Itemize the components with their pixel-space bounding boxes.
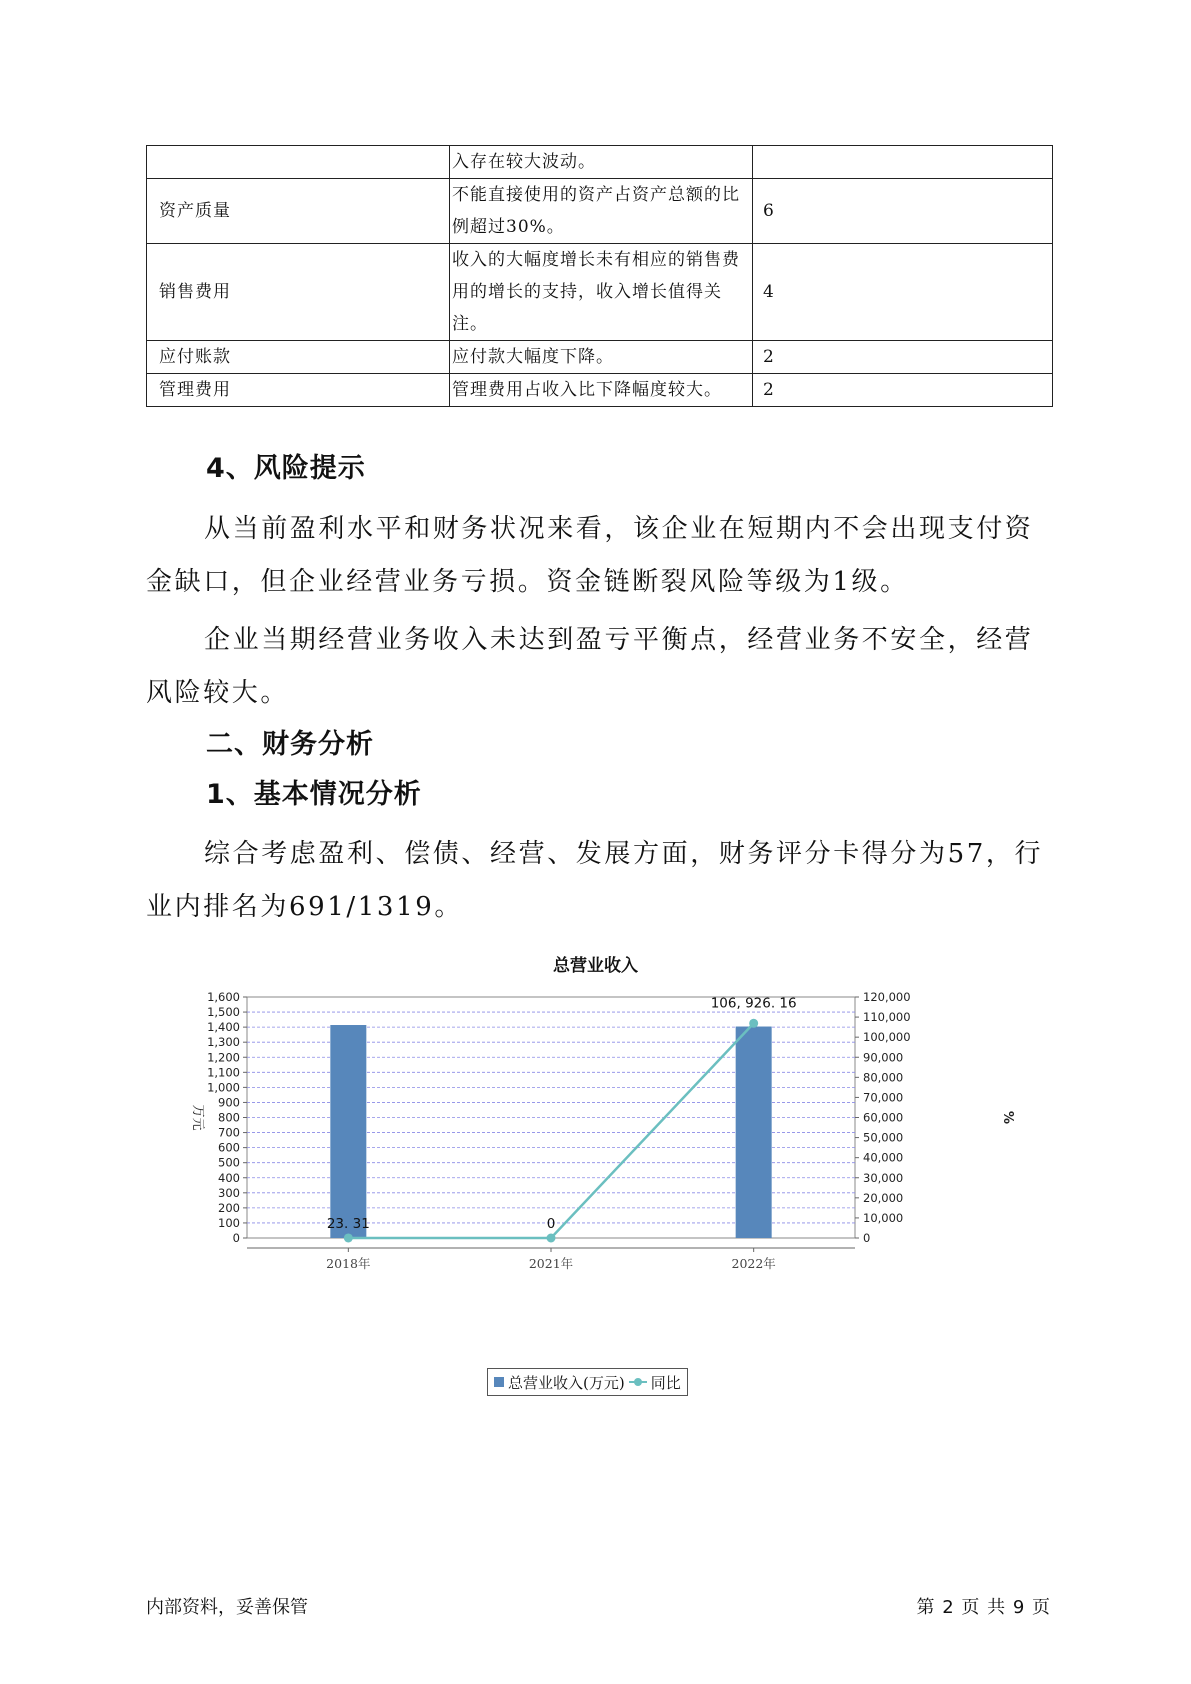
risk-paragraph-2 (146, 614, 1052, 720)
footer-note: 内部资料，妥善保管 (146, 1597, 308, 1618)
y-tick-label: 1,000 (207, 1080, 240, 1095)
chart-title: 总营业收入 (553, 956, 638, 976)
y2-tick-label: 0 (863, 1231, 871, 1245)
line-point (547, 1234, 556, 1243)
y-tick-label: 400 (218, 1170, 240, 1185)
table-cell-score: 2 (753, 374, 1053, 407)
table-cell-desc: 收入的大幅度增长未有相应的销售费用的增长的支持，收入增长值得关注。 (450, 244, 753, 341)
table-row (147, 374, 1053, 407)
y-tick-label: 200 (218, 1200, 240, 1215)
y2-tick-label: 30,000 (863, 1170, 904, 1185)
y2-tick-label: 70,000 (863, 1090, 904, 1105)
y-tick-label: 800 (218, 1110, 240, 1125)
y-tick-label: 100 (218, 1215, 240, 1230)
legend-bar-swatch (494, 1377, 504, 1387)
page-number: 第 2 页 共 9 页 (916, 1597, 1051, 1618)
table-cell-item: 销售费用 (147, 244, 450, 341)
table-row (147, 244, 1053, 341)
revenue-chart (180, 985, 1040, 1370)
table-cell-score: 4 (753, 244, 1053, 341)
table-row (147, 341, 1053, 374)
y-tick-label: 300 (218, 1185, 240, 1200)
y-tick-label: 1,500 (207, 1005, 240, 1020)
data-label: 0 (546, 1216, 556, 1232)
data-label: 106, 926. 16 (710, 995, 797, 1012)
y2-tick-label: 50,000 (863, 1130, 904, 1145)
y2-tick-label: 60,000 (863, 1110, 904, 1125)
y2-tick-label: 100,000 (863, 1030, 911, 1045)
table-cell-desc: 应付款大幅度下降。 (450, 341, 753, 374)
table-row (147, 146, 1053, 179)
y-tick-label: 900 (218, 1095, 240, 1110)
y-tick-label: 1,100 (207, 1065, 240, 1080)
y2-tick-label: 110,000 (863, 1010, 911, 1025)
section-heading-risk: 4、风险提示 (206, 453, 366, 484)
y-tick-label: 1,300 (207, 1035, 240, 1050)
y2-axis-label: % (1000, 1110, 1015, 1125)
y-tick-label: 700 (218, 1125, 240, 1140)
table-cell-score (753, 146, 1053, 179)
risk-paragraph-1-text: 从当前盈利水平和财务状况来看，该企业在短期内不会出现支付资金缺口，但企业经营业务亏损。资金链断裂风险等级为1级。 (146, 514, 1034, 597)
y-tick-label: 1,400 (207, 1020, 240, 1035)
table-cell-item: 应付账款 (147, 341, 450, 374)
risk-table (146, 145, 1053, 407)
table-cell-desc: 入存在较大波动。 (450, 146, 753, 179)
risk-paragraph-2-text: 企业当期经营业务收入未达到盈亏平衡点，经营业务不安全，经营风险较大。 (146, 625, 1034, 708)
finance-paragraph (146, 828, 1052, 934)
bar (330, 1025, 366, 1238)
data-label: 23. 31 (326, 1215, 370, 1232)
y-tick-label: 0 (232, 1231, 240, 1245)
legend-label-yoy: 同比 (650, 1373, 681, 1392)
line-point (344, 1233, 353, 1242)
sub-heading-basic: 1、基本情况分析 (206, 779, 422, 810)
y-axis-label: 万元 (190, 1104, 205, 1131)
section-heading-finance: 二、财务分析 (206, 729, 374, 760)
table-cell-item (147, 146, 450, 179)
legend-line-swatch (629, 1377, 647, 1387)
y2-tick-label: 90,000 (863, 1050, 904, 1065)
x-tick-label: 2018年 (326, 1256, 371, 1271)
table-cell-item: 管理费用 (147, 374, 450, 407)
y-tick-label: 500 (218, 1155, 240, 1170)
risk-paragraph-1 (146, 503, 1052, 609)
chart-legend (487, 1368, 688, 1396)
legend-label-revenue: 总营业收入(万元) (508, 1373, 625, 1392)
table-cell-desc: 不能直接使用的资产占资产总额的比例超过30%。 (450, 179, 753, 244)
y-tick-label: 600 (218, 1140, 240, 1155)
y2-tick-label: 20,000 (863, 1190, 904, 1205)
table-cell-item: 资产质量 (147, 179, 450, 244)
y2-tick-label: 40,000 (863, 1150, 904, 1165)
y2-tick-label: 10,000 (863, 1210, 904, 1225)
table-row (147, 179, 1053, 244)
x-tick-label: 2022年 (731, 1256, 776, 1271)
table-cell-desc: 管理费用占收入比下降幅度较大。 (450, 374, 753, 407)
x-tick-label: 2021年 (528, 1256, 574, 1271)
y2-tick-label: 80,000 (863, 1070, 904, 1085)
bar (736, 1027, 772, 1238)
table-cell-score: 6 (753, 179, 1053, 244)
y2-tick-label: 120,000 (863, 990, 911, 1004)
y-tick-label: 1,600 (207, 990, 240, 1004)
table-cell-score: 2 (753, 341, 1053, 374)
y-tick-label: 1,200 (207, 1050, 240, 1065)
line-point (749, 1019, 758, 1028)
finance-paragraph-text: 综合考虑盈利、偿债、经营、发展方面，财务评分卡得分为57，行业内排名为691/1319。 (146, 839, 1044, 922)
